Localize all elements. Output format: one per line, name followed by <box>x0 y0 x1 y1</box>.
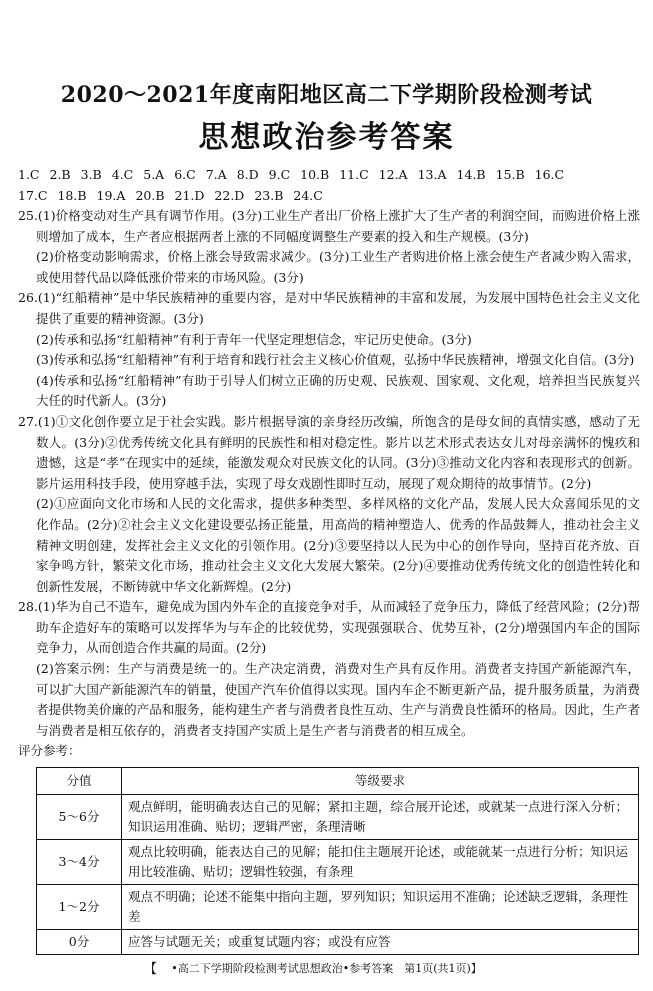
choice-answer: 18.B <box>57 187 87 203</box>
score-requirement: 观点不明确；论述不能集中指向主题，罗列知识；知识运用不准确；论述缺乏逻辑，条理性差 <box>122 885 639 930</box>
choice-answers <box>18 165 640 206</box>
q27-part2: (2)①应面向文化市场和人民的文化需求，提供多种类型、多样风格的文化产品，发展人民大众喜闻乐见的文化作品。(2分)②社会主义文化建设要弘扬正能量，用高尚的精神塑造人、优秀的作品鼓舞人，推动社会主义精神文明创建，发挥社会主义文化的引领作用。(2分)③要坚持以人民为中心的创作导向，坚持百花齐放、百家争鸣方针，繁荣文化市场，推动社会主义文化大发展大繁荣。(2分)④要推动优秀传统文化的创造性转化和创新性发展，不断铸就中华文化新辉煌。(2分) <box>36 496 640 594</box>
choice-answer: 1.C <box>18 167 40 182</box>
score-requirement: 观点比较明确，能表达自己的见解；能扣住主题展开论述，或能就某一点进行分析；知识运用比较准确、贴切；逻辑性较强，有条理 <box>122 840 639 885</box>
score-level: 5～6分 <box>37 795 122 840</box>
q26-part1: 26.(1)“红船精神”是中华民族精神的重要内容，是对中华民族精神的丰富和发展，为发展中国特色社会主义文化提供了重要的精神资源。(3分) <box>18 290 640 326</box>
choice-answer: 19.A <box>96 187 126 203</box>
page-footer <box>0 960 653 976</box>
choice-answer: 16.C <box>534 167 565 182</box>
table-row <box>37 840 639 885</box>
choice-answer: 5.A <box>143 167 165 182</box>
choice-answer: 15.B <box>495 167 525 182</box>
choice-answer: 22.D <box>214 187 245 203</box>
q26-part3: (3)传承和弘扬“红船精神”有利于培育和践行社会主义核心价值观，弘扬中华民族精神，增强文化自信。(3分) <box>36 352 635 368</box>
score-level: 0分 <box>37 930 122 955</box>
header-score: 分值 <box>37 768 122 795</box>
table-row <box>37 885 639 930</box>
choice-answer: 21.D <box>174 187 205 203</box>
q26-part2: (2)传承和弘扬“红船精神”有利于青年一代坚定理想信念，牢记历史使命。(3分) <box>36 331 472 347</box>
answer-key-title: 思想政治参考答案 <box>198 120 455 155</box>
choice-answer: 23.B <box>254 187 284 203</box>
choice-answer: 17.C <box>18 187 48 203</box>
choice-answer: 7.A <box>205 167 227 182</box>
choice-answer: 20.B <box>135 187 165 203</box>
q25-part2: (2)价格变动影响需求，价格上涨会导致需求减少。(3分)工业生产者购进价格上涨会使生产者减少购入需求，或使用替代品以降低涨价带来的市场风险。(3分) <box>36 249 640 285</box>
choice-answer: 14.B <box>456 167 486 182</box>
choice-answer: 2.B <box>49 167 71 182</box>
choice-answers-row-2 <box>18 186 640 207</box>
answer-content <box>18 206 640 762</box>
rubric-label: 评分参考： <box>18 743 81 759</box>
q28-part2: (2)答案示例：生产与消费是统一的。生产决定消费，消费对生产具有反作用。消费者支持国产新能源汽车，可以扩大国产新能源汽车的销量，使国产汽车价值得以实现。国内车企不断更新产品，提升服务质量，为消费者提供物美价廉的产品和服务，能构建生产者与消费者良性互动、生产与消费良性循环的格局。因此，生产者与消费者是相互依存的，消费者支持国产实质上是生产者与消费者的相互成全。 <box>36 661 640 738</box>
score-level: 1～2分 <box>37 885 122 930</box>
table-row <box>37 930 639 955</box>
choice-answer: 24.C <box>293 187 323 203</box>
choice-answer: 4.C <box>111 167 134 182</box>
footer-bracket: 【 <box>144 962 158 977</box>
footer-text: •高二下学期阶段检测考试思想政治•参考答案 第1页(共1页)】 <box>171 962 482 975</box>
header-requirement: 等级要求 <box>122 768 639 795</box>
table-row <box>37 795 639 840</box>
scoring-table-header <box>37 768 639 795</box>
q26-part4: (4)传承和弘扬“红船精神”有助于引导人们树立正确的历史观、民族观、国家观、文化观，培养担当民族复兴大任的时代新人。(3分) <box>36 372 640 409</box>
q28-part1: 28.(1)华为自己不造车，避免成为国内外车企的直接竞争对手，从而减轻了竞争压力，降低了经营风险；(2分)帮助车企造好车的策略可以发挥华为与车企的比较优势，实现强强联合、优势互补，(2分)增强国内车企的国际竞争力，从而创造合作共赢的局面。(2分) <box>18 599 640 656</box>
score-requirement: 观点鲜明，能明确表达自己的见解；紧扣主题，综合展开论述，或就某一点进行深入分析；知识运用准确、贴切；逻辑严密，条理清晰 <box>122 795 639 840</box>
choice-answer: 13.A <box>417 167 447 182</box>
choice-answers-row-1 <box>18 165 640 186</box>
choice-answer: 6.C <box>174 167 196 182</box>
q25-part1: 25.(1)价格变动对生产具有调节作用。(3分)工业生产者出厂价格上涨扩大了生产者的利润空间，而购进价格上涨则增加了成本，生产者应根据两者上涨的不同幅度调整生产要素的投入和生产规模。(3分) <box>18 208 640 244</box>
score-requirement: 应答与试题无关；或重复试题内容；或没有应答 <box>122 930 639 955</box>
choice-answer: 9.C <box>268 167 291 182</box>
scoring-table <box>36 767 639 955</box>
choice-answer: 10.B <box>300 167 330 182</box>
choice-answer: 3.B <box>80 167 102 182</box>
choice-answer: 8.D <box>236 167 259 182</box>
q27-part1: 27.(1)①文化创作要立足于社会实践。影片根据导演的亲身经历改编，所饱含的是母女间的真情实感，感动了无数人。(3分)②优秀传统文化具有鲜明的民族性和相对稳定性。影片以艺术形式表达女儿对母亲满怀的愧疚和遗憾，这是“孝”在现实中的延续，能激发观众对民族文化的认同。(3分)③推动文化内容和表现形式的创新。影片运用科技手段，使用穿越手法，实现了母女戏剧性即时互动，展现了观众期待的故事情节。(2分) <box>18 413 640 491</box>
choice-answer: 11.C <box>339 167 369 182</box>
choice-answer: 12.A <box>378 167 408 182</box>
score-level: 3～4分 <box>37 840 122 885</box>
exam-title: 2020～2021年度南阳地区高二下学期阶段检测考试 <box>60 82 593 108</box>
